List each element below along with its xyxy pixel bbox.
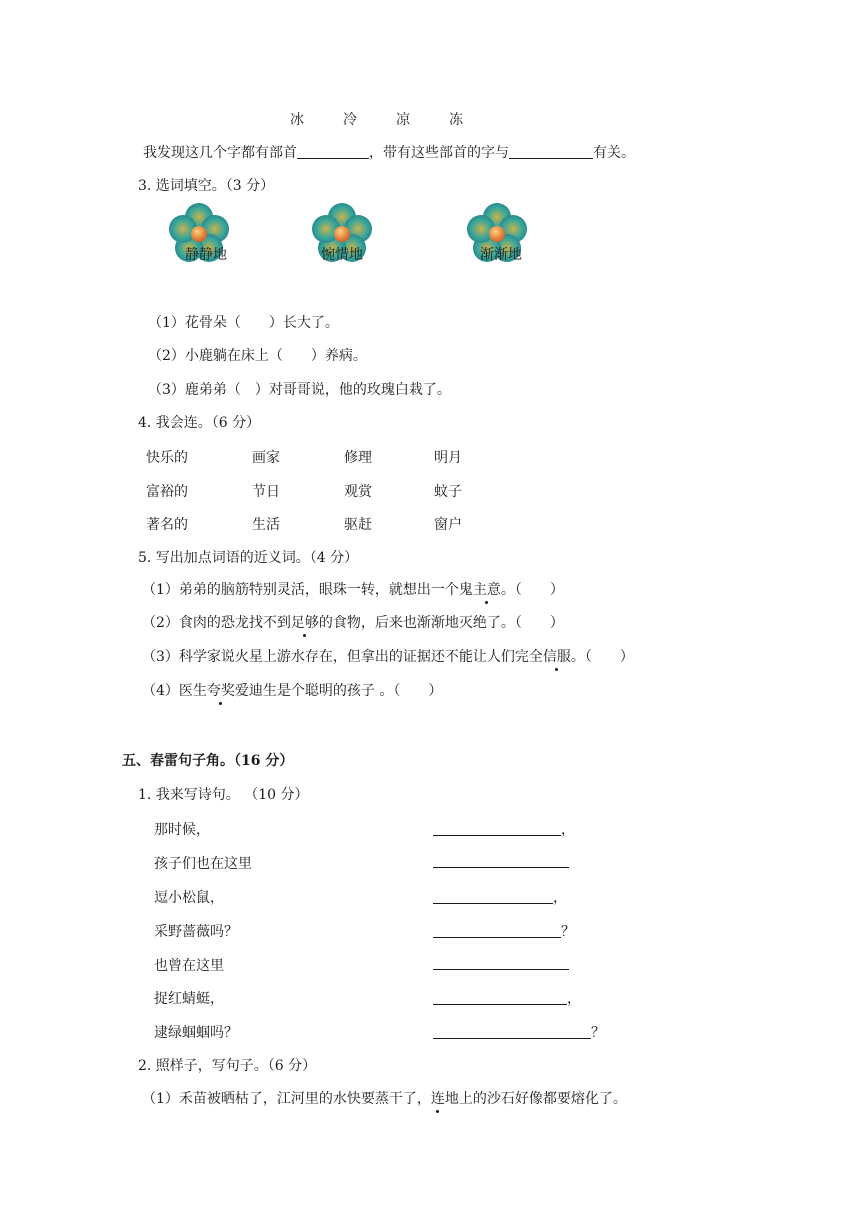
answer-blank[interactable] xyxy=(433,955,569,970)
match-word[interactable]: 生活 xyxy=(252,517,280,533)
word-option-2: 惋惜地 xyxy=(321,247,363,263)
match-word[interactable]: 明月 xyxy=(434,450,462,466)
section5-q2-title: 2. 照样子，写句子。（6 分） xyxy=(138,1058,317,1074)
poem-line: 捉红蜻蜓， xyxy=(154,991,224,1007)
dotted-word: 主意 xyxy=(472,582,501,598)
poem-answer-4: ？ xyxy=(433,921,575,941)
poem-answer-1: ， xyxy=(433,819,575,839)
match-word[interactable]: 蚊子 xyxy=(434,484,462,500)
answer-blank[interactable] xyxy=(433,889,553,904)
match-word[interactable]: 驱赶 xyxy=(344,517,372,533)
char-2: 冷 xyxy=(343,112,357,128)
q3-item-3: （3）鹿弟弟（ ）对哥哥说，他的玫瑰白栽了。 xyxy=(148,382,451,398)
poem-answer-6: ， xyxy=(433,988,581,1008)
dotted-word: 足够 xyxy=(290,615,319,631)
discover-part1: 我发现这几个字都有部首 xyxy=(143,145,297,161)
dotted-word: 信服 xyxy=(542,649,571,665)
poem-line: 采野蔷薇吗？ xyxy=(154,924,238,940)
meaning-blank[interactable] xyxy=(509,144,593,159)
section5-title: 五、春雷句子角。（16 分） xyxy=(122,753,294,769)
section5-q1-title: 1. 我来写诗句。 （10 分） xyxy=(138,787,309,803)
char-1: 冰 xyxy=(290,112,304,128)
poem-answer-3: ， xyxy=(433,887,567,907)
match-word[interactable]: 快乐的 xyxy=(146,450,188,466)
word-option-3: 渐渐地 xyxy=(480,247,522,263)
poem-line: 逗小松鼠， xyxy=(154,890,224,906)
answer-blank[interactable] xyxy=(433,990,567,1005)
match-word[interactable]: 观赏 xyxy=(344,484,372,500)
discover-part3: 有关。 xyxy=(593,145,635,161)
dotted-word: 连 xyxy=(430,1091,445,1107)
match-word[interactable]: 修理 xyxy=(344,450,372,466)
q3-title: 3. 选词填空。（3 分） xyxy=(138,178,275,194)
answer-blank[interactable] xyxy=(433,1024,591,1039)
poem-line: 也曾在这里 xyxy=(154,958,224,974)
q5-item-1: （1）弟弟的脑筋特别灵活，眼珠一转，就想出一个鬼主意。（ ） xyxy=(142,582,564,598)
q5-item-2: （2）食肉的恐龙找不到足够的食物，后来也渐渐地灭绝了。（ ） xyxy=(142,615,564,631)
match-word[interactable]: 富裕的 xyxy=(146,484,188,500)
radical-blank[interactable] xyxy=(297,144,369,159)
discover-part2: ，带有这些部首的字与 xyxy=(369,145,509,161)
poem-line: 孩子们也在这里 xyxy=(154,856,252,872)
char-4: 冻 xyxy=(449,112,463,128)
radical-characters xyxy=(290,110,502,130)
answer-blank[interactable] xyxy=(433,821,561,836)
q3-item-2: （2）小鹿躺在床上（ ）养病。 xyxy=(148,348,367,364)
char-3: 凉 xyxy=(396,112,410,128)
word-option-1: 静静地 xyxy=(185,247,227,263)
q5-item-4: （4）医生夸奖爱迪生是个聪明的孩子 。（ ） xyxy=(142,683,443,699)
poem-line: 逮绿蝈蝈吗？ xyxy=(154,1025,238,1041)
match-word[interactable]: 节日 xyxy=(252,484,280,500)
poem-line: 那时候， xyxy=(154,822,210,838)
poem-answer-2 xyxy=(433,853,569,870)
poem-answer-7: ？ xyxy=(433,1022,605,1042)
q5-title: 5. 写出加点词语的近义词。（4 分） xyxy=(138,550,359,566)
radical-discovery-line xyxy=(143,143,635,163)
match-word[interactable]: 窗户 xyxy=(434,517,462,533)
match-word[interactable]: 著名的 xyxy=(146,517,188,533)
match-word[interactable]: 画家 xyxy=(252,450,280,466)
example-sentence: （1）禾苗被晒枯了，江河里的水快要蒸干了，连地上的沙石好像都要熔化了。 xyxy=(142,1091,627,1107)
q4-title: 4. 我会连。（6 分） xyxy=(138,415,261,431)
poem-answer-5 xyxy=(433,955,569,972)
dotted-word: 夸奖 xyxy=(206,683,235,699)
answer-blank[interactable] xyxy=(433,923,561,938)
q5-item-3: （3）科学家说火星上游水存在，但拿出的证据还不能让人们完全信服。（ ） xyxy=(142,649,634,665)
answer-blank[interactable] xyxy=(433,853,569,868)
q3-item-1: （1）花骨朵（ ）长大了。 xyxy=(148,315,339,331)
